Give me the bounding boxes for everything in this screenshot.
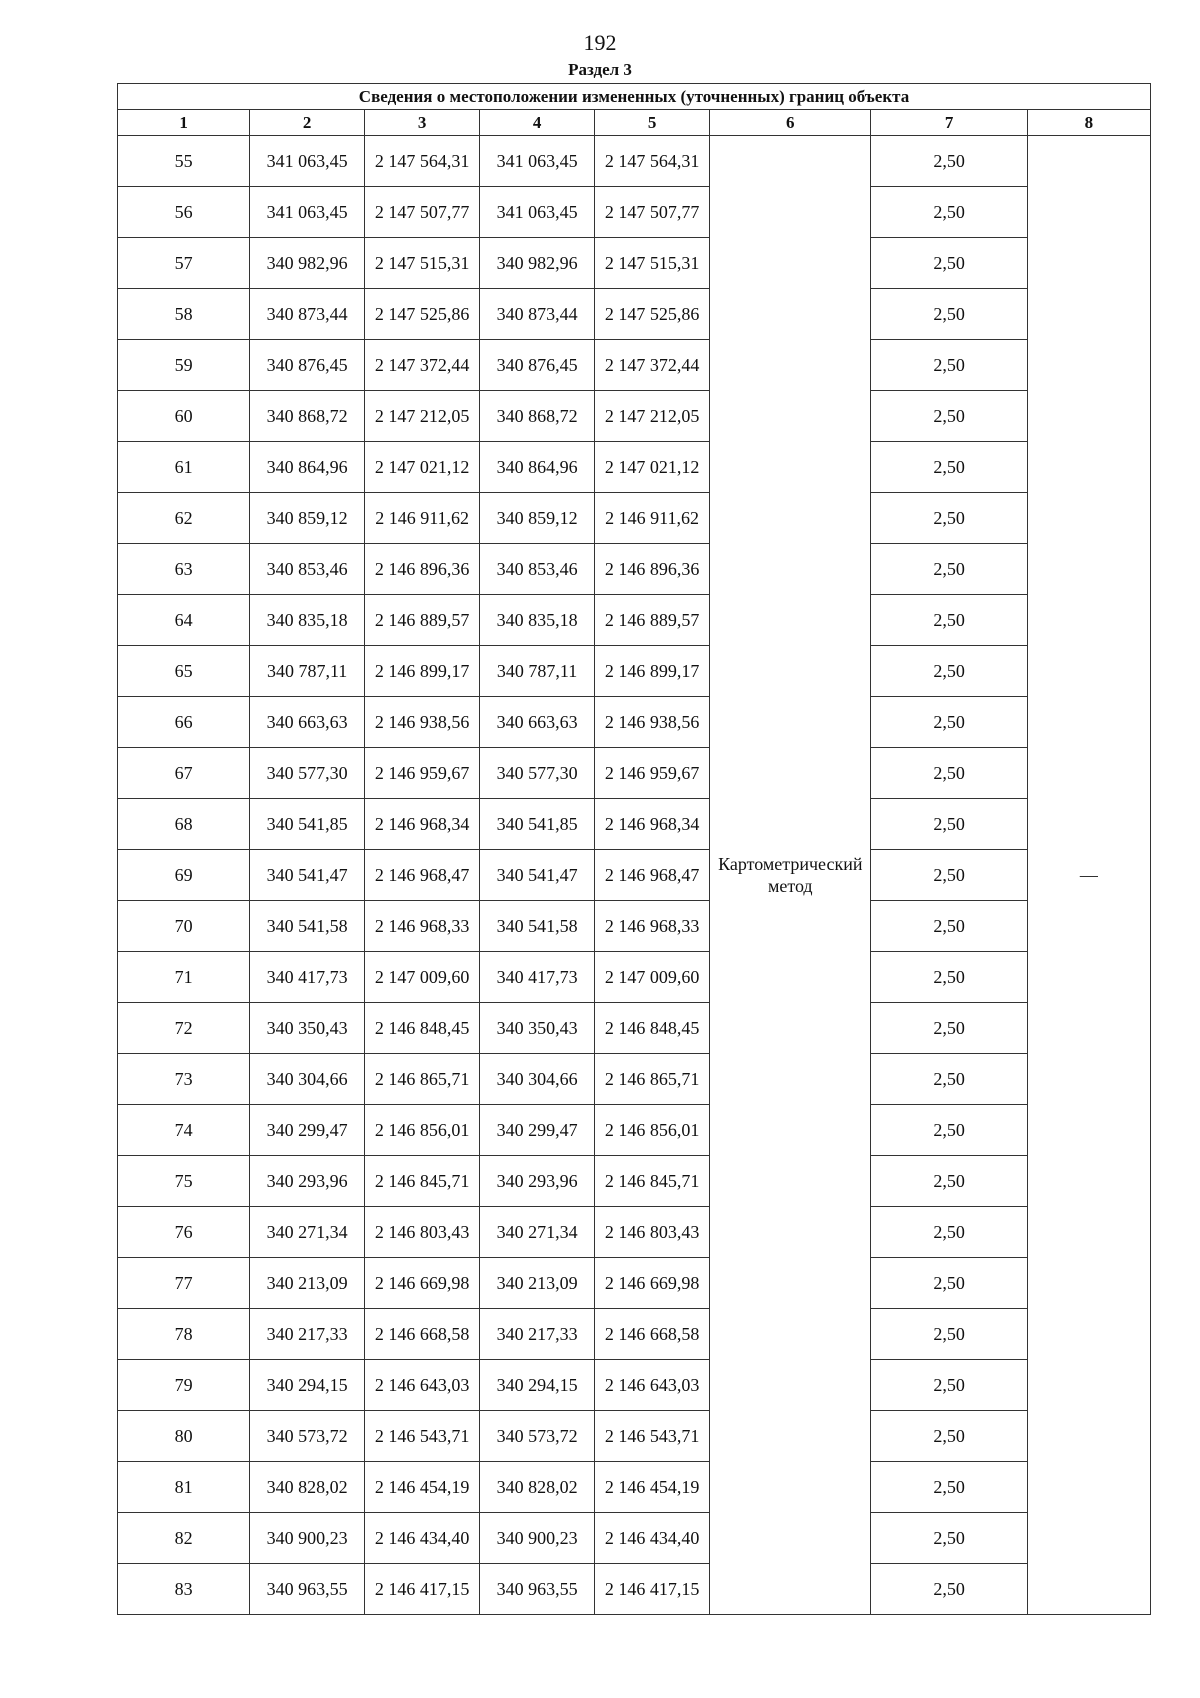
point-number-cell: 79 <box>118 1360 250 1411</box>
refined-x-cell: 340 350,43 <box>480 1003 595 1054</box>
refined-x-cell: 340 417,73 <box>480 952 595 1003</box>
existing-x-cell: 340 859,12 <box>250 493 365 544</box>
refined-x-cell: 340 577,30 <box>480 748 595 799</box>
existing-x-cell: 340 417,73 <box>250 952 365 1003</box>
existing-y-cell: 2 146 454,19 <box>365 1462 480 1513</box>
table-row <box>118 799 1151 850</box>
refined-x-cell: 340 873,44 <box>480 289 595 340</box>
point-number-cell: 78 <box>118 1309 250 1360</box>
existing-y-cell: 2 147 515,31 <box>365 238 480 289</box>
refined-x-cell: 340 663,63 <box>480 697 595 748</box>
point-number-cell: 69 <box>118 850 250 901</box>
table-row <box>118 748 1151 799</box>
table-row <box>118 595 1151 646</box>
refined-x-cell: 340 541,58 <box>480 901 595 952</box>
accuracy-cell: 2,50 <box>871 442 1027 493</box>
table-row <box>118 544 1151 595</box>
existing-y-cell: 2 146 543,71 <box>365 1411 480 1462</box>
accuracy-cell: 2,50 <box>871 493 1027 544</box>
existing-y-cell: 2 146 668,58 <box>365 1309 480 1360</box>
point-number-cell: 73 <box>118 1054 250 1105</box>
existing-x-cell: 340 293,96 <box>250 1156 365 1207</box>
point-number-cell: 77 <box>118 1258 250 1309</box>
table-row <box>118 289 1151 340</box>
accuracy-cell: 2,50 <box>871 1462 1027 1513</box>
column-number: 3 <box>365 110 480 136</box>
point-number-cell: 67 <box>118 748 250 799</box>
table-row <box>118 850 1151 901</box>
refined-y-cell: 2 146 968,34 <box>595 799 710 850</box>
accuracy-cell: 2,50 <box>871 952 1027 1003</box>
point-number-cell: 65 <box>118 646 250 697</box>
table-row <box>118 1003 1151 1054</box>
accuracy-cell: 2,50 <box>871 1156 1027 1207</box>
existing-y-cell: 2 146 968,47 <box>365 850 480 901</box>
table-row <box>118 1207 1151 1258</box>
column-number: 8 <box>1027 110 1150 136</box>
page-number: 192 <box>583 30 617 55</box>
existing-x-cell: 340 835,18 <box>250 595 365 646</box>
column-number: 7 <box>871 110 1027 136</box>
table-row <box>118 136 1151 187</box>
table-row <box>118 238 1151 289</box>
accuracy-cell: 2,50 <box>871 901 1027 952</box>
refined-x-cell: 340 835,18 <box>480 595 595 646</box>
table-row <box>118 697 1151 748</box>
point-number-cell: 58 <box>118 289 250 340</box>
column-number-row <box>118 110 1151 136</box>
table-row <box>118 1156 1151 1207</box>
existing-y-cell: 2 146 896,36 <box>365 544 480 595</box>
existing-x-cell: 340 873,44 <box>250 289 365 340</box>
existing-y-cell: 2 147 021,12 <box>365 442 480 493</box>
description-cell: — <box>1027 136 1150 1615</box>
existing-x-cell: 340 868,72 <box>250 391 365 442</box>
refined-x-cell: 340 876,45 <box>480 340 595 391</box>
refined-y-cell: 2 146 434,40 <box>595 1513 710 1564</box>
refined-x-cell: 340 963,55 <box>480 1564 595 1615</box>
refined-x-cell: 340 828,02 <box>480 1462 595 1513</box>
point-number-cell: 56 <box>118 187 250 238</box>
point-number-cell: 55 <box>118 136 250 187</box>
table-row <box>118 646 1151 697</box>
table-row <box>118 1054 1151 1105</box>
point-number-cell: 71 <box>118 952 250 1003</box>
refined-y-cell: 2 146 803,43 <box>595 1207 710 1258</box>
existing-x-cell: 341 063,45 <box>250 187 365 238</box>
refined-y-cell: 2 146 669,98 <box>595 1258 710 1309</box>
accuracy-cell: 2,50 <box>871 544 1027 595</box>
existing-x-cell: 340 853,46 <box>250 544 365 595</box>
table-row <box>118 952 1151 1003</box>
existing-x-cell: 340 982,96 <box>250 238 365 289</box>
refined-y-cell: 2 147 372,44 <box>595 340 710 391</box>
point-number-cell: 74 <box>118 1105 250 1156</box>
table-row <box>118 901 1151 952</box>
column-number: 2 <box>250 110 365 136</box>
point-number-cell: 81 <box>118 1462 250 1513</box>
table-row <box>118 1411 1151 1462</box>
existing-x-cell: 340 787,11 <box>250 646 365 697</box>
refined-x-cell: 340 868,72 <box>480 391 595 442</box>
existing-x-cell: 340 299,47 <box>250 1105 365 1156</box>
table-row <box>118 1105 1151 1156</box>
point-number-cell: 62 <box>118 493 250 544</box>
table-row <box>118 391 1151 442</box>
refined-y-cell: 2 147 009,60 <box>595 952 710 1003</box>
refined-y-cell: 2 147 212,05 <box>595 391 710 442</box>
refined-x-cell: 340 864,96 <box>480 442 595 493</box>
accuracy-cell: 2,50 <box>871 850 1027 901</box>
column-number: 1 <box>118 110 250 136</box>
existing-y-cell: 2 146 899,17 <box>365 646 480 697</box>
existing-x-cell: 340 294,15 <box>250 1360 365 1411</box>
accuracy-cell: 2,50 <box>871 595 1027 646</box>
accuracy-cell: 2,50 <box>871 238 1027 289</box>
table-caption: Сведения о местоположении измененных (уточненных) границ объекта <box>118 84 1151 110</box>
refined-x-cell: 340 271,34 <box>480 1207 595 1258</box>
existing-y-cell: 2 147 212,05 <box>365 391 480 442</box>
existing-x-cell: 340 350,43 <box>250 1003 365 1054</box>
refined-x-cell: 340 982,96 <box>480 238 595 289</box>
table-row <box>118 340 1151 391</box>
existing-y-cell: 2 147 009,60 <box>365 952 480 1003</box>
existing-y-cell: 2 146 803,43 <box>365 1207 480 1258</box>
existing-x-cell: 340 663,63 <box>250 697 365 748</box>
refined-x-cell: 340 853,46 <box>480 544 595 595</box>
point-number-cell: 83 <box>118 1564 250 1615</box>
accuracy-cell: 2,50 <box>871 1207 1027 1258</box>
refined-x-cell: 340 294,15 <box>480 1360 595 1411</box>
refined-x-cell: 340 541,85 <box>480 799 595 850</box>
accuracy-cell: 2,50 <box>871 1003 1027 1054</box>
table-row <box>118 1360 1151 1411</box>
existing-x-cell: 340 876,45 <box>250 340 365 391</box>
table-row <box>118 187 1151 238</box>
existing-y-cell: 2 146 889,57 <box>365 595 480 646</box>
existing-x-cell: 340 304,66 <box>250 1054 365 1105</box>
existing-x-cell: 340 213,09 <box>250 1258 365 1309</box>
refined-y-cell: 2 146 845,71 <box>595 1156 710 1207</box>
existing-y-cell: 2 147 525,86 <box>365 289 480 340</box>
refined-y-cell: 2 147 525,86 <box>595 289 710 340</box>
refined-x-cell: 341 063,45 <box>480 136 595 187</box>
existing-x-cell: 340 963,55 <box>250 1564 365 1615</box>
refined-y-cell: 2 147 564,31 <box>595 136 710 187</box>
refined-y-cell: 2 147 507,77 <box>595 187 710 238</box>
point-number-cell: 60 <box>118 391 250 442</box>
existing-y-cell: 2 146 938,56 <box>365 697 480 748</box>
refined-y-cell: 2 146 899,17 <box>595 646 710 697</box>
accuracy-cell: 2,50 <box>871 1054 1027 1105</box>
table-row <box>118 1462 1151 1513</box>
section-title: Раздел 3 <box>568 60 632 79</box>
refined-y-cell: 2 146 848,45 <box>595 1003 710 1054</box>
existing-x-cell: 340 577,30 <box>250 748 365 799</box>
existing-y-cell: 2 146 669,98 <box>365 1258 480 1309</box>
accuracy-cell: 2,50 <box>871 1513 1027 1564</box>
accuracy-cell: 2,50 <box>871 1564 1027 1615</box>
point-number-cell: 68 <box>118 799 250 850</box>
accuracy-cell: 2,50 <box>871 289 1027 340</box>
existing-y-cell: 2 146 643,03 <box>365 1360 480 1411</box>
refined-y-cell: 2 146 543,71 <box>595 1411 710 1462</box>
existing-x-cell: 340 573,72 <box>250 1411 365 1462</box>
refined-y-cell: 2 146 643,03 <box>595 1360 710 1411</box>
table-row <box>118 493 1151 544</box>
existing-y-cell: 2 146 845,71 <box>365 1156 480 1207</box>
accuracy-cell: 2,50 <box>871 1411 1027 1462</box>
point-number-cell: 82 <box>118 1513 250 1564</box>
existing-x-cell: 340 900,23 <box>250 1513 365 1564</box>
point-number-cell: 80 <box>118 1411 250 1462</box>
point-number-cell: 59 <box>118 340 250 391</box>
existing-x-cell: 340 541,47 <box>250 850 365 901</box>
point-number-cell: 64 <box>118 595 250 646</box>
existing-x-cell: 340 864,96 <box>250 442 365 493</box>
column-number: 5 <box>595 110 710 136</box>
accuracy-cell: 2,50 <box>871 136 1027 187</box>
refined-y-cell: 2 147 515,31 <box>595 238 710 289</box>
accuracy-cell: 2,50 <box>871 1105 1027 1156</box>
existing-x-cell: 340 217,33 <box>250 1309 365 1360</box>
refined-x-cell: 340 293,96 <box>480 1156 595 1207</box>
table-body <box>118 136 1151 1615</box>
refined-y-cell: 2 146 889,57 <box>595 595 710 646</box>
accuracy-cell: 2,50 <box>871 697 1027 748</box>
refined-y-cell: 2 146 454,19 <box>595 1462 710 1513</box>
refined-y-cell: 2 146 856,01 <box>595 1105 710 1156</box>
existing-x-cell: 340 271,34 <box>250 1207 365 1258</box>
refined-y-cell: 2 146 968,47 <box>595 850 710 901</box>
accuracy-cell: 2,50 <box>871 1309 1027 1360</box>
existing-y-cell: 2 146 856,01 <box>365 1105 480 1156</box>
existing-y-cell: 2 147 372,44 <box>365 340 480 391</box>
point-number-cell: 76 <box>118 1207 250 1258</box>
existing-x-cell: 341 063,45 <box>250 136 365 187</box>
existing-x-cell: 340 541,85 <box>250 799 365 850</box>
refined-y-cell: 2 146 959,67 <box>595 748 710 799</box>
refined-y-cell: 2 146 896,36 <box>595 544 710 595</box>
refined-x-cell: 340 541,47 <box>480 850 595 901</box>
refined-x-cell: 340 299,47 <box>480 1105 595 1156</box>
refined-x-cell: 341 063,45 <box>480 187 595 238</box>
point-number-cell: 72 <box>118 1003 250 1054</box>
existing-y-cell: 2 147 564,31 <box>365 136 480 187</box>
refined-x-cell: 340 859,12 <box>480 493 595 544</box>
table-row <box>118 1258 1151 1309</box>
existing-x-cell: 340 541,58 <box>250 901 365 952</box>
column-number: 6 <box>710 110 871 136</box>
refined-x-cell: 340 217,33 <box>480 1309 595 1360</box>
refined-x-cell: 340 900,23 <box>480 1513 595 1564</box>
refined-y-cell: 2 146 417,15 <box>595 1564 710 1615</box>
refined-x-cell: 340 787,11 <box>480 646 595 697</box>
refined-x-cell: 340 573,72 <box>480 1411 595 1462</box>
existing-y-cell: 2 146 968,34 <box>365 799 480 850</box>
existing-y-cell: 2 146 911,62 <box>365 493 480 544</box>
accuracy-cell: 2,50 <box>871 187 1027 238</box>
accuracy-cell: 2,50 <box>871 748 1027 799</box>
refined-y-cell: 2 146 668,58 <box>595 1309 710 1360</box>
accuracy-cell: 2,50 <box>871 340 1027 391</box>
existing-y-cell: 2 146 865,71 <box>365 1054 480 1105</box>
existing-y-cell: 2 147 507,77 <box>365 187 480 238</box>
method-cell: Картометрический метод <box>710 136 871 1615</box>
refined-x-cell: 340 304,66 <box>480 1054 595 1105</box>
existing-y-cell: 2 146 968,33 <box>365 901 480 952</box>
point-number-cell: 61 <box>118 442 250 493</box>
point-number-cell: 63 <box>118 544 250 595</box>
column-number: 4 <box>480 110 595 136</box>
table-row <box>118 1564 1151 1615</box>
point-number-cell: 66 <box>118 697 250 748</box>
refined-x-cell: 340 213,09 <box>480 1258 595 1309</box>
table-row <box>118 1309 1151 1360</box>
point-number-cell: 57 <box>118 238 250 289</box>
accuracy-cell: 2,50 <box>871 646 1027 697</box>
accuracy-cell: 2,50 <box>871 1258 1027 1309</box>
point-number-cell: 75 <box>118 1156 250 1207</box>
refined-y-cell: 2 146 911,62 <box>595 493 710 544</box>
refined-y-cell: 2 146 968,33 <box>595 901 710 952</box>
existing-y-cell: 2 146 434,40 <box>365 1513 480 1564</box>
refined-y-cell: 2 146 865,71 <box>595 1054 710 1105</box>
point-number-cell: 70 <box>118 901 250 952</box>
existing-y-cell: 2 146 417,15 <box>365 1564 480 1615</box>
existing-y-cell: 2 146 848,45 <box>365 1003 480 1054</box>
refined-y-cell: 2 146 938,56 <box>595 697 710 748</box>
accuracy-cell: 2,50 <box>871 1360 1027 1411</box>
existing-x-cell: 340 828,02 <box>250 1462 365 1513</box>
refined-y-cell: 2 147 021,12 <box>595 442 710 493</box>
accuracy-cell: 2,50 <box>871 391 1027 442</box>
table-row <box>118 442 1151 493</box>
accuracy-cell: 2,50 <box>871 799 1027 850</box>
boundary-coordinates-table <box>117 83 1151 1615</box>
existing-y-cell: 2 146 959,67 <box>365 748 480 799</box>
table-row <box>118 1513 1151 1564</box>
